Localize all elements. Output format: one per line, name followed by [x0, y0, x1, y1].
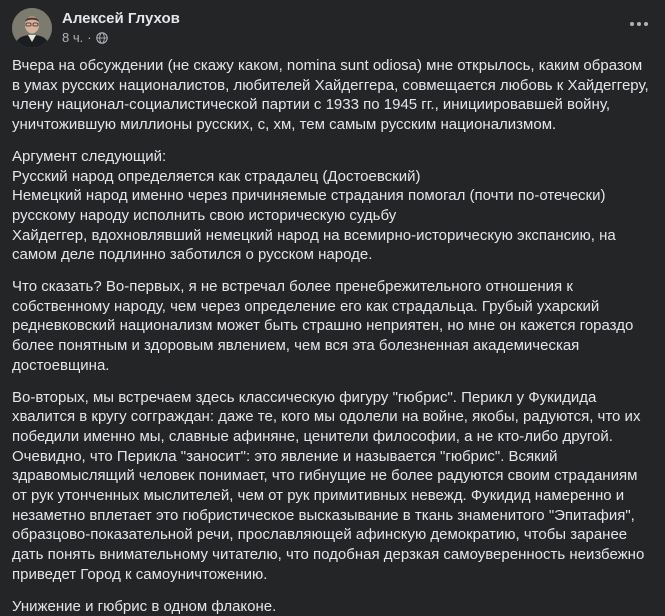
author-name[interactable]: Алексей Глухов — [62, 10, 180, 27]
post-header — [12, 8, 653, 48]
avatar-image — [12, 8, 52, 48]
meta-separator: · — [87, 30, 92, 45]
paragraph-first-point: Что сказать? Во-первых, я не встречал более пренебрежительного отношения к собственному народу, чем через определение его как страдальца. Грубый ухарский редневковский национализм может быть страшно неприятен, но мне он кажется гораздо более понятным и здоровым явлением, чем вся эта болезненная академическая достоевщина. — [12, 278, 634, 374]
paragraph-argument: Аргумент следующий: Русский народ определяется как страдалец (Достоевский) Немецкий народ именно через причиняемые страдания помогал (почти по-отечески) русскому народу исполнить свою историческую судьбу Хайдеггер, вдохновлявший немецкий народ на всемирно-историческую экспансию, на самом деле подлинно заботился о русском народе. — [12, 147, 616, 264]
more-options-button[interactable] — [625, 10, 653, 38]
paragraph-conclusion: Унижение и гюбрис в одном флаконе. — [12, 597, 277, 615]
more-horizontal-icon — [629, 21, 649, 27]
avatar[interactable] — [12, 8, 52, 48]
paragraph-second-point: Во-вторых, мы встречаем здесь классическую фигуру "гюбрис". Перикл у Фукидида хвалится в кругу согграждан: даже те, кого мы одолели на войне, якобы, радуются, что их победили именно мы, славные афиняне, ценители философии, а не кто-либо другой. Очевидно, что Перикла "заносит": это явление и называется "гюбрис". Всякий здравомыслящий человек понимает, что гибнущие не более радуются своим страданиям от рук утонченных мыслителей, чем от рук примитивных невежд. Фукидид намеренно и незаметно вплетает это гюбристическое высказывание в ткань знаменитого "Эпитафия", образцово-показательной речи, прославляющей афинскую демократию, чтобы заранее дать понять внимательному читателю, что подобная дерзкая самоуверенность неизбежно приведет Город к самоуничтожению. — [12, 388, 645, 583]
globe-icon[interactable] — [96, 32, 108, 44]
post-text — [12, 56, 653, 616]
post-time[interactable]: 8 ч. — [62, 30, 84, 45]
paragraph-intro: Вчера на обсуждении (не скажу каком, nomina sunt odiosa) мне открылось, каким образом в умах русских националистов, любителей Хайдеггера, совмещается любовь к Хайдеггеру, члену национал-социалистической партии с 1933 по 1945 гг., инициировавшей войну, уничтожившую миллионы русских, с, хм, тем самым русским национализмом. — [12, 57, 649, 134]
post-meta — [62, 30, 108, 45]
